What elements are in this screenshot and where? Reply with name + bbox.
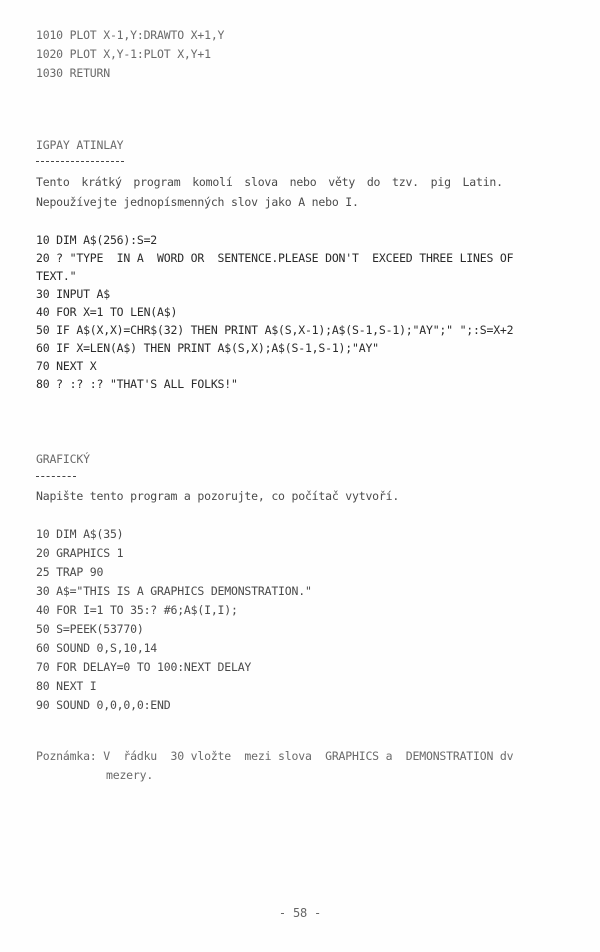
code-line: 40 FOR X=1 TO LEN(A$): [36, 305, 178, 319]
code-line: 1030 RETURN: [36, 66, 110, 80]
section-title: IGPAY ATINLAY: [36, 138, 124, 152]
code-line: 30 INPUT A$: [36, 287, 110, 301]
section-description: Nepoužívejte jednopísmenných slov jako A nebo I.: [36, 195, 359, 209]
section-description: Tento krátký program komolí slova nebo věty do tzv. pig Latin.: [36, 175, 503, 189]
note-text-continued: mezery.: [106, 768, 154, 782]
code-line: 50 S=PEEK(53770): [36, 622, 144, 636]
code-line: 80 ? :? :? "THAT'S ALL FOLKS!": [36, 377, 238, 391]
section-description: Napište tento program a pozorujte, co počítač vytvoří.: [36, 489, 400, 503]
code-line: 90 SOUND 0,0,0,0:END: [36, 698, 171, 712]
code-line: 40 FOR I=1 TO 35:? #6;A$(I,I);: [36, 603, 238, 617]
code-line: 80 NEXT I: [36, 679, 97, 693]
page-number: - 58 -: [278, 906, 322, 920]
code-line: TEXT.": [36, 269, 77, 283]
code-line: 10 DIM A$(35): [36, 527, 124, 541]
code-line: 1020 PLOT X,Y-1:PLOT X,Y+1: [36, 47, 211, 61]
section-underline: [36, 161, 124, 162]
code-line: 50 IF A$(X,X)=CHR$(32) THEN PRINT A$(S,X-1);A$(S-1,S-1);"AY";" ";:S=X+2: [36, 323, 514, 337]
code-line: 25 TRAP 90: [36, 565, 104, 579]
code-line: 30 A$="THIS IS A GRAPHICS DEMONSTRATION.": [36, 584, 312, 598]
code-line: 20 GRAPHICS 1: [36, 546, 124, 560]
code-line: 1010 PLOT X-1,Y:DRAWTO X+1,Y: [36, 28, 225, 42]
code-line: 60 SOUND 0,S,10,14: [36, 641, 158, 655]
code-line: 60 IF X=LEN(A$) THEN PRINT A$(S,X);A$(S-1,S-1);"AY": [36, 341, 379, 355]
code-line: 70 NEXT X: [36, 359, 97, 373]
section-underline: [36, 476, 76, 477]
note-text: Poznámka: V řádku 30 vložte mezi slova GRAPHICS a DEMONSTRATION dv: [36, 749, 514, 763]
code-line: 70 FOR DELAY=0 TO 100:NEXT DELAY: [36, 660, 252, 674]
section-title: GRAFICKÝ: [36, 452, 90, 466]
code-line: 20 ? "TYPE IN A WORD OR SENTENCE.PLEASE DON'T EXCEED THREE LINES OF: [36, 251, 514, 265]
code-line: 10 DIM A$(256):S=2: [36, 233, 158, 247]
